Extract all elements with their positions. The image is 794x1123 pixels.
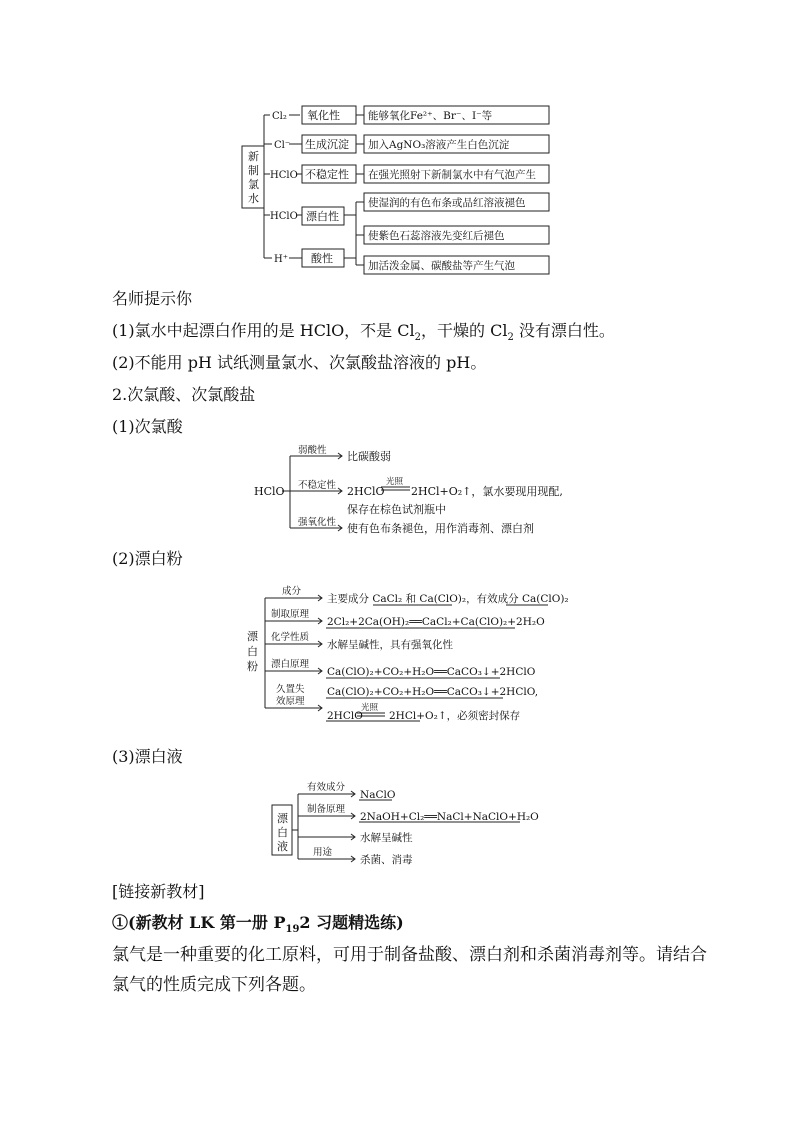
root-char-3: 液: [277, 840, 288, 853]
root-char-1: 漂: [277, 812, 288, 825]
root-char-4: 水: [248, 192, 259, 205]
row-text: 主要成分 CaCl₂ 和 Ca(ClO)₂，有效成分 Ca(ClO)₂: [327, 593, 569, 605]
link-item-text-a: ①(新教材 LK 第一册 P: [112, 913, 286, 932]
tip-1-sub: 2: [507, 332, 514, 344]
section-heading: 2.次氯酸、次氯酸盐: [112, 385, 256, 404]
root-char-1: 新: [248, 150, 259, 163]
root-char-2: 白: [277, 826, 288, 839]
link-item-sub: 19: [285, 924, 300, 936]
reaction-condition: 光照: [361, 703, 379, 713]
tip-1-text-a: (1)氯水中起漂白作用的是 HClO，不是 Cl: [112, 321, 415, 340]
effect-text: 使紫色石蕊溶液先变红后褪色: [368, 230, 505, 242]
row-label: 制取原理: [271, 609, 310, 620]
row-label-part: 效原理: [276, 696, 305, 707]
effect-text: 在强光照射下新制氯水中有气泡产生: [368, 169, 536, 181]
row-label: 用途: [313, 847, 333, 858]
tip-1-text-b: ，干燥的 Cl: [421, 321, 508, 340]
hclo-diagram: [0, 440, 794, 545]
subsection-hclo: (1)次氯酸: [112, 417, 183, 436]
branch-text: 使有色布条褪色，用作消毒剂、漂白剂: [347, 522, 534, 535]
root-char-3: 粉: [247, 660, 258, 673]
row-text: Ca(ClO)₂+CO₂+H₂O══CaCO₃↓+2HClO: [327, 666, 536, 678]
branch-text: 2HClO: [347, 485, 385, 498]
branch-label: 弱酸性: [298, 445, 327, 456]
subsection-bleaching-liquid: (3)漂白液: [112, 747, 183, 766]
property-label: 不稳定性: [305, 168, 349, 181]
row-text: 水解呈碱性，具有强氧化性: [327, 639, 453, 651]
row-text: 2Cl₂+2Ca(OH)₂══CaCl₂+Ca(ClO)₂+2H₂O: [327, 616, 545, 628]
effect-text: 使湿润的有色布条或品红溶液褪色: [368, 197, 526, 209]
row-text: 2HClO: [327, 710, 363, 722]
row-label: 漂白原理: [271, 659, 310, 670]
effect-text: 加入AgNO₃溶液产生白色沉淀: [368, 139, 510, 151]
row-label: 成分: [282, 586, 302, 597]
species-label: HClO: [270, 170, 298, 181]
link-item-text-b: 2 习题精选练): [299, 913, 404, 932]
row-label: 制备原理: [307, 804, 346, 815]
branch-label: 强氧化性: [298, 517, 337, 528]
row-label: 化学性质: [271, 632, 310, 643]
effect-text: 加活泼金属、碳酸盐等产生气泡: [368, 260, 515, 272]
reaction-condition: 光照: [386, 477, 404, 487]
row-text: NaClO: [360, 789, 396, 801]
property-label: 氧化性: [307, 109, 340, 122]
species-label: HClO: [270, 211, 298, 222]
link-item: [112, 912, 404, 941]
root-char-1: 漂: [247, 630, 258, 643]
row-text: 水解呈碱性: [360, 832, 413, 844]
row-text: 杀菌、消毒: [360, 854, 413, 866]
tip-1-text-c: 没有漂白性。: [513, 321, 615, 340]
row-text: 2HCl+O₂↑，必须密封保存: [389, 710, 521, 722]
species-label: H⁺: [274, 254, 288, 265]
tip-1-sub: 2: [414, 332, 422, 344]
hclo-root: HClO: [254, 485, 285, 498]
chlorine-water-diagram: [0, 0, 794, 290]
root-char-2: 制: [248, 164, 259, 177]
body-line-2: 氯气的性质完成下列各题。: [112, 975, 316, 995]
bleaching-powder-diagram: [0, 580, 794, 730]
branch-text: 比碳酸弱: [347, 450, 391, 463]
root-char-2: 白: [247, 645, 258, 658]
tips-heading: 名师提示你: [112, 289, 193, 308]
row-label: 有效成分: [307, 782, 346, 793]
subsection-bleaching-powder: (2)漂白粉: [112, 549, 183, 568]
root-char-3: 氯: [248, 178, 259, 191]
storage-note: 保存在棕色试剂瓶中: [347, 503, 446, 516]
branch-label: 不稳定性: [298, 480, 337, 491]
tip-1: [112, 320, 615, 349]
body-line-1: 氯气是一种重要的化工原料，可用于制备盐酸、漂白剂和杀菌消毒剂等。请结合: [112, 945, 707, 965]
row-text: 2NaOH+Cl₂══NaCl+NaClO+H₂O: [360, 811, 539, 823]
bleaching-liquid-diagram: [0, 778, 794, 873]
row-text: Ca(ClO)₂+CO₂+H₂O══CaCO₃↓+2HClO,: [327, 686, 539, 698]
tip-2: (2)不能用 pH 试纸测量氯水、次氯酸盐溶液的 pH。: [112, 353, 487, 372]
species-label: Cl⁻: [274, 140, 291, 151]
property-label: 生成沉淀: [305, 138, 349, 151]
row-label-part: 久置失: [276, 684, 305, 695]
effect-text: 能够氧化Fe²⁺、Br⁻、I⁻等: [368, 110, 493, 122]
property-label: 漂白性: [306, 210, 339, 223]
link-heading: [链接新教材]: [112, 882, 205, 901]
branch-text: 2HCl+O₂↑，氯水要现用现配,: [411, 485, 563, 498]
species-label: Cl₂: [272, 111, 287, 122]
property-label: 酸性: [311, 252, 333, 265]
